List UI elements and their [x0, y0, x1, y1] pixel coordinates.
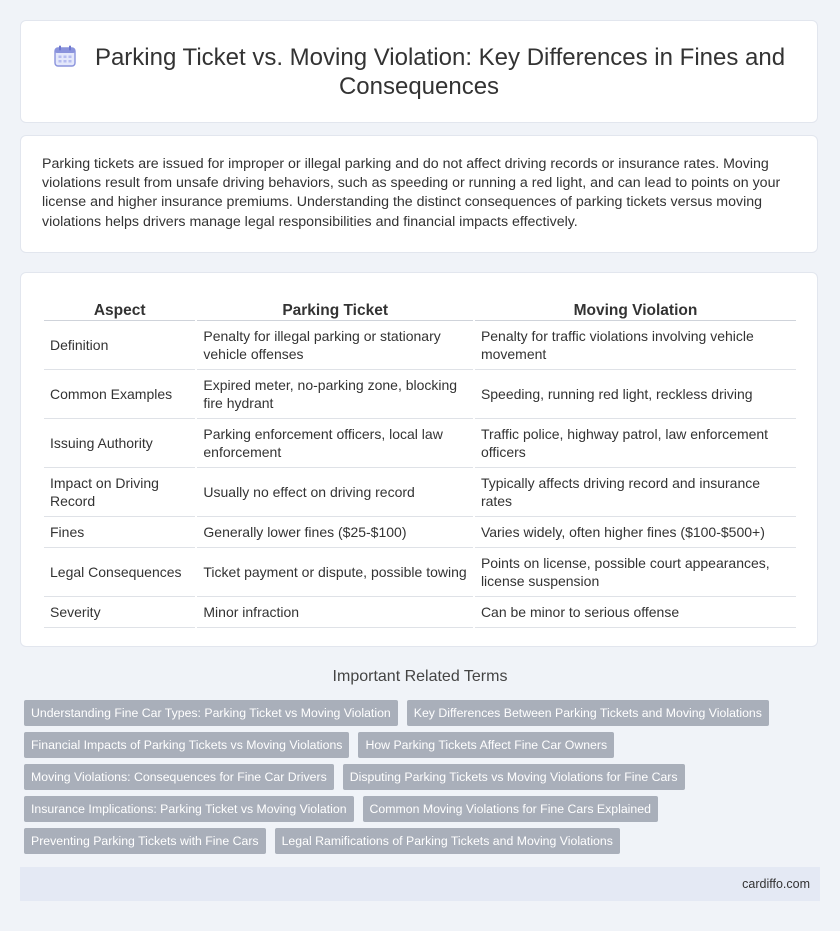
moving-cell: Typically affects driving record and insurance rates [475, 468, 796, 517]
comparison-card [20, 272, 818, 647]
intro-paragraph: Parking tickets are issued for improper or illegal parking and do not affect driving records or insurance rates. Moving violations result from unsafe driving behaviors, such as speeding or running a red light, and can lead to points on your license and higher insurance premiums. Understanding the distinct consequences of parking tickets versus moving violations helps drivers manage legal responsibilities and financial impacts effectively. [42, 156, 781, 230]
related-term-link[interactable]: Moving Violations: Consequences for Fine Car Drivers [24, 764, 334, 790]
parking-cell: Minor infraction [197, 597, 473, 628]
table-row [44, 548, 796, 597]
parking-cell: Usually no effect on driving record [197, 468, 473, 517]
aspect-cell: Issuing Authority [44, 419, 195, 468]
table-row [44, 321, 796, 370]
moving-cell: Speeding, running red light, reckless driving [475, 370, 796, 419]
aspect-cell: Impact on Driving Record [44, 468, 195, 517]
related-term-link[interactable]: Understanding Fine Car Types: Parking Ticket vs Moving Violation [24, 700, 398, 726]
related-term-link[interactable]: Disputing Parking Tickets vs Moving Violations for Fine Cars [343, 764, 685, 790]
table-row [44, 419, 796, 468]
moving-cell: Penalty for traffic violations involving vehicle movement [475, 321, 796, 370]
column-header-parking-ticket: Parking Ticket [197, 295, 473, 321]
column-header-aspect: Aspect [44, 295, 195, 321]
footer-site-link[interactable]: cardiffo.com [742, 877, 810, 891]
related-term-link[interactable]: Key Differences Between Parking Tickets and Moving Violations [407, 700, 769, 726]
aspect-cell: Legal Consequences [44, 548, 195, 597]
table-row [44, 597, 796, 628]
aspect-cell: Severity [44, 597, 195, 628]
parking-cell: Penalty for illegal parking or stationary vehicle offenses [197, 321, 473, 370]
table-header-row [44, 295, 796, 321]
related-term-link[interactable]: Insurance Implications: Parking Ticket vs Moving Violation [24, 796, 354, 822]
table-row [44, 370, 796, 419]
table-row [44, 468, 796, 517]
moving-cell: Traffic police, highway patrol, law enforcement officers [475, 419, 796, 468]
aspect-cell: Fines [44, 517, 195, 548]
parking-cell: Parking enforcement officers, local law enforcement [197, 419, 473, 468]
related-term-link[interactable]: Common Moving Violations for Fine Cars Explained [363, 796, 658, 822]
table-row [44, 517, 796, 548]
parking-cell: Expired meter, no-parking zone, blocking fire hydrant [197, 370, 473, 419]
moving-cell: Varies widely, often higher fines ($100-$500+) [475, 517, 796, 548]
page-title [51, 43, 787, 101]
parking-cell: Ticket payment or dispute, possible towing [197, 548, 473, 597]
moving-cell: Can be minor to serious offense [475, 597, 796, 628]
title-text: Parking Ticket vs. Moving Violation: Key Differences in Fines and Consequences [94, 44, 786, 100]
calendar-icon [53, 44, 77, 68]
footer [20, 867, 820, 901]
parking-cell: Generally lower fines ($25-$100) [197, 517, 473, 548]
column-header-moving-violation: Moving Violation [475, 295, 796, 321]
related-term-link[interactable]: Financial Impacts of Parking Tickets vs Moving Violations [24, 732, 349, 758]
related-term-link[interactable]: How Parking Tickets Affect Fine Car Owners [358, 732, 614, 758]
aspect-cell: Definition [44, 321, 195, 370]
moving-cell: Points on license, possible court appearances, license suspension [475, 548, 796, 597]
comparison-table [42, 295, 798, 628]
related-terms-heading: Important Related Terms [332, 668, 508, 685]
related-term-link[interactable]: Legal Ramifications of Parking Tickets and Moving Violations [275, 828, 620, 854]
intro-card [20, 135, 818, 253]
related-term-link[interactable]: Preventing Parking Tickets with Fine Cars [24, 828, 266, 854]
related-terms-list [24, 700, 804, 854]
aspect-cell: Common Examples [44, 370, 195, 419]
title-card [20, 20, 818, 123]
